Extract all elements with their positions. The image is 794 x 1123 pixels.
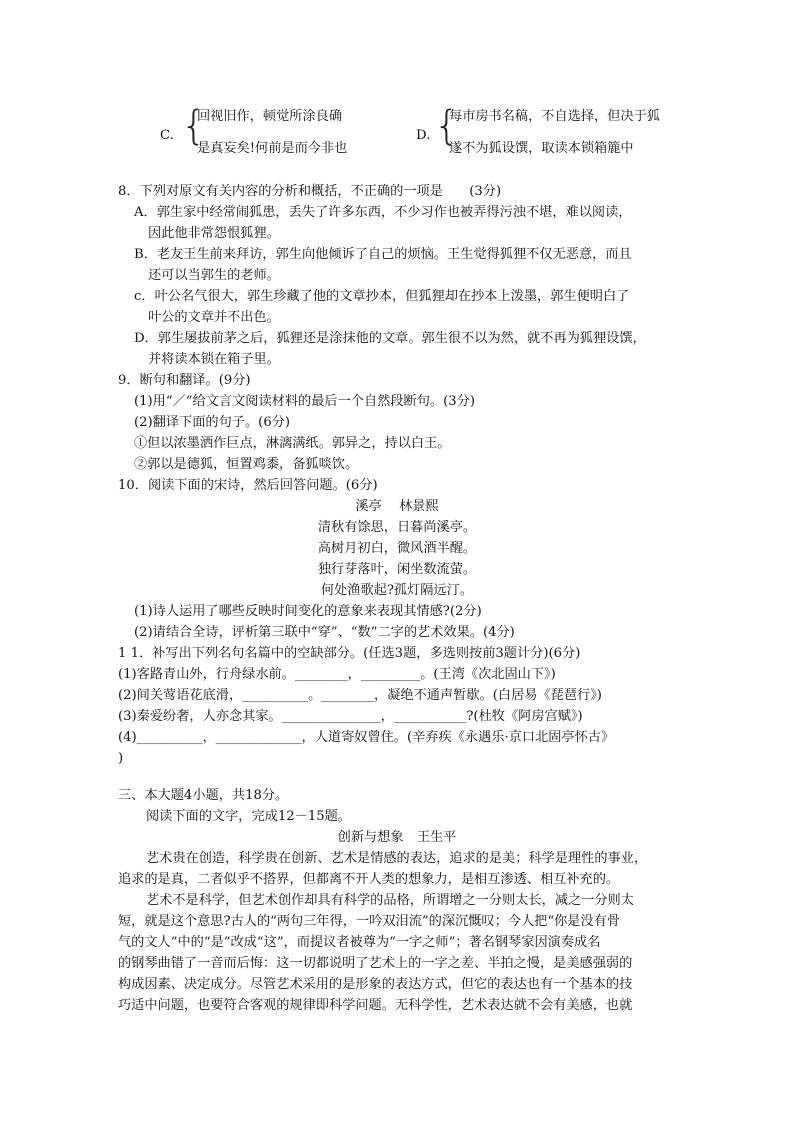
q9-stem: 9．断句和翻译。(9分) (118, 373, 251, 388)
q10-sub1: (1)诗人运用了哪些反映时间变化的意象来表现其情感?(2分) (134, 604, 482, 619)
poem-line-4: 何处渔歌起?孤灯隔远汀。 (320, 583, 474, 598)
q8-option-c-line2: 叶公的文章并不出色。 (148, 310, 280, 325)
poem-line-1: 清秋有馀思，日暮尚溪亭。 (317, 520, 477, 535)
poem-line-3: 独行芽落叶，闲坐数流萤。 (317, 562, 477, 577)
poem-title: 溪亭 林景熙 (355, 499, 439, 514)
q9-sentence2: ②郭以是德狐，恒置鸡黍，备狐啖饮。 (134, 457, 359, 472)
q8-option-a-line1: A．郭生家中经常闹狐患，丢失了许多东西，不少习作也被弄得污浊不堪，难以阅读， (134, 205, 632, 220)
article-line-6: 的钢琴曲错了一音而后悔：这一切都说明了艺术上的一字之差、半拍之慢，是美感强弱的 (118, 956, 633, 971)
q11-item2: (2)间关莺语花底滑，__________。________，凝绝不通声暂歇。(白居易《琵琶行》) (118, 688, 602, 703)
q11-item4-end: ) (118, 751, 124, 766)
q11-item3: (3)秦爱纷奢，人亦念其家。_______________，___________?(杜牧《阿房宫赋》) (118, 709, 583, 724)
q11-stem: 1 1．补写出下列名句名篇中的空缺部分。(任选3题，多选则按前3题计分)(6分) (118, 646, 581, 661)
q9-sub1: (1)用“／”给文言文阅读材料的最后一个自然段断句。(3分) (134, 394, 475, 409)
article-line-8: 巧适中问题，也要符合客观的规律即科学问题。无科学性，艺术表达就不会有美感，也就 (118, 998, 633, 1013)
article-line-5: 气的文人”中的“是”改成“这”，而提议者被尊为“一字之师”；著名钢琴家因演奏成名 (118, 935, 601, 950)
article-line-7: 构成因素、决定成分。尽管艺术采用的是形象的表达方式，但它的表达也有一个基本的技 (118, 977, 633, 992)
option-c-brace: { (181, 103, 207, 149)
q11-item1: (1)客路青山外，行舟绿水前。________，_________。(王湾《次北固山下》) (118, 667, 556, 682)
section3-heading: 三、本大题4小题，共18分。 (118, 788, 289, 803)
q8-option-b-line2: 还可以当郭生的老师。 (148, 268, 280, 283)
q9-sentence1: ①但以浓墨洒作巨点，淋漓满纸。郭异之，持以白王。 (134, 436, 451, 451)
q10-stem: 10．阅读下面的宋诗，然后回答问题。(6分) (118, 478, 378, 493)
article-line-4: 短，就是这个意思?古人的“两句三年得，一吟双泪流”的深沉慨叹；今人把“你是没有骨 (118, 914, 621, 929)
option-c-label: C. (160, 128, 174, 143)
q8-option-c-line1: c．叶公名气很大，郭生珍藏了他的文章抄本，但狐狸却在抄本上泼墨，郭生便明白了 (134, 289, 630, 304)
q10-sub2: (2)请结合全诗，评析第三联中“穿”、“数”二字的艺术效果。(4分) (134, 625, 515, 640)
option-d-brace: { (434, 103, 460, 149)
article-line-1: 艺术贵在创造，科学贵在创新、艺术是情感的表达，追求的是美；科学是理性的事业， (146, 851, 648, 866)
poem-line-2: 高树月初白，微风酒半醒。 (317, 541, 477, 556)
option-d-label: D. (416, 128, 431, 143)
article-line-2: 追求的是真，二者似乎不搭界，但都离不开人类的想象力，是相互渗透、相互补充的。 (118, 872, 620, 887)
q8-option-d-line2: 并将读本锁在箱子里。 (148, 352, 280, 367)
option-d-line2: 遂不为狐设馔，取读本锁箱簏中 (449, 141, 634, 156)
article-line-3: 艺术不是科学，但艺术创作却具有科学的品格，所谓增之一分则太长，减之一分则太 (146, 893, 634, 908)
q8-option-b-line1: B．老友王生前来拜访，郭生向他倾诉了自己的烦恼。王生觉得狐狸不仅无恶意，而且 (134, 247, 632, 262)
section3-intro: 阅读下面的文字，完成12－15题。 (146, 809, 351, 824)
article-title: 创新与想象 王生平 (337, 830, 457, 845)
q9-sub2: (2)翻译下面的句子。(6分) (134, 415, 291, 430)
option-c-line1: 回视旧作，顿觉所涂良确 (197, 109, 343, 124)
q8-stem: 8．下列对原文有关内容的分析和概括，不正确的一项是 (3分) (118, 184, 502, 199)
option-d-line1: 每市房书名稿，不自选择，但决于狐 (449, 109, 660, 124)
q11-item4: (4)__________，_____________，人道寄奴曾住。(辛弃疾《永遇乐·京口北固亭怀古》 (118, 730, 615, 745)
q8-option-a-line2: 因此他非常怨恨狐狸。 (148, 226, 280, 241)
option-c-line2: 是真妄矣!何前是而今非也 (197, 141, 348, 156)
q8-option-d-line1: D．郭生屡拔前茅之后，狐狸还是涂抹他的文章。郭生很不以为然，就不再为狐狸设馔， (134, 331, 646, 346)
